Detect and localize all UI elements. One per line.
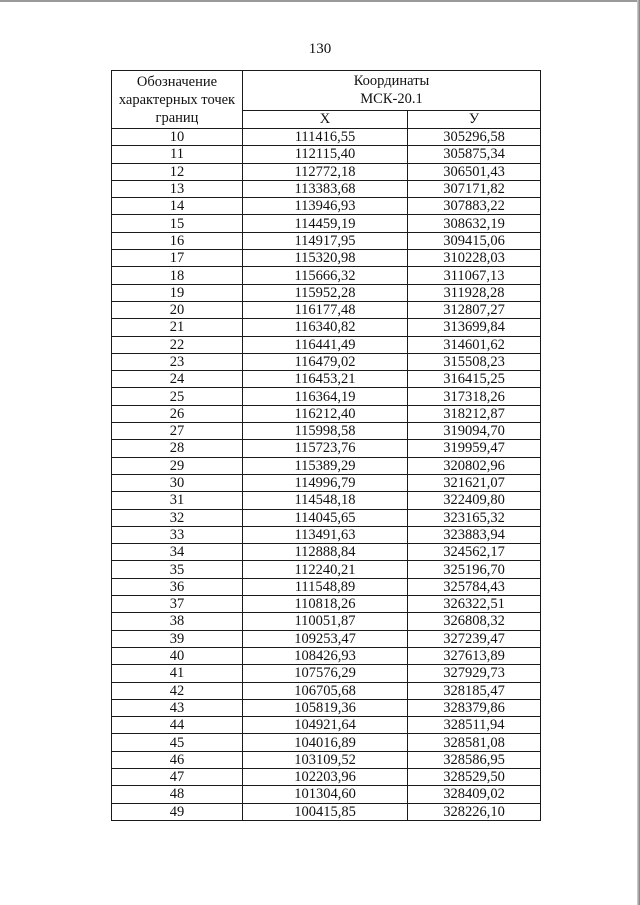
table-row — [112, 474, 541, 491]
table-row — [112, 232, 541, 249]
x-coordinate-cell: 116479,02 — [243, 353, 408, 370]
x-coordinate-cell: 116364,19 — [243, 388, 408, 405]
point-id-cell: 11 — [112, 146, 243, 163]
table-row — [112, 129, 541, 146]
table-row — [112, 699, 541, 716]
x-coordinate-cell: 114917,95 — [243, 232, 408, 249]
table-row — [112, 319, 541, 336]
x-coordinate-cell: 112772,18 — [243, 163, 408, 180]
header-coords-line-1: Координаты — [353, 73, 430, 90]
table-row — [112, 544, 541, 561]
x-coordinate-cell: 112240,21 — [243, 561, 408, 578]
y-coordinate-cell: 327239,47 — [408, 630, 541, 647]
y-coordinate-cell: 311928,28 — [408, 284, 541, 301]
y-coordinate-cell: 327613,89 — [408, 647, 541, 664]
x-coordinate-cell: 111416,55 — [243, 129, 408, 146]
x-coordinate-cell: 113491,63 — [243, 526, 408, 543]
point-id-cell: 18 — [112, 267, 243, 284]
point-id-cell: 17 — [112, 250, 243, 267]
y-coordinate-cell: 307883,22 — [408, 198, 541, 215]
header-point-line-2: характерных точек — [118, 91, 236, 108]
coordinates-table — [111, 70, 541, 821]
table-row — [112, 457, 541, 474]
table-row — [112, 267, 541, 284]
x-coordinate-cell: 115998,58 — [243, 423, 408, 440]
y-coordinate-cell: 326322,51 — [408, 596, 541, 613]
point-id-cell: 31 — [112, 492, 243, 509]
table-row — [112, 647, 541, 664]
x-coordinate-cell: 110818,26 — [243, 596, 408, 613]
y-coordinate-cell: 327929,73 — [408, 665, 541, 682]
x-coordinate-cell: 113383,68 — [243, 180, 408, 197]
point-id-cell: 44 — [112, 717, 243, 734]
point-id-cell: 20 — [112, 301, 243, 318]
x-coordinate-cell: 114459,19 — [243, 215, 408, 232]
y-coordinate-cell: 324562,17 — [408, 544, 541, 561]
point-id-cell: 35 — [112, 561, 243, 578]
y-coordinate-cell: 318212,87 — [408, 405, 541, 422]
point-id-cell: 14 — [112, 198, 243, 215]
table-row — [112, 768, 541, 785]
x-coordinate-cell: 115320,98 — [243, 250, 408, 267]
header-coords-line-2: МСК-20.1 — [360, 91, 423, 108]
point-id-cell: 24 — [112, 371, 243, 388]
point-id-cell: 28 — [112, 440, 243, 457]
y-coordinate-cell: 306501,43 — [408, 163, 541, 180]
y-coordinate-cell: 314601,62 — [408, 336, 541, 353]
point-id-cell: 10 — [112, 129, 243, 146]
point-id-cell: 33 — [112, 526, 243, 543]
x-coordinate-cell: 116212,40 — [243, 405, 408, 422]
y-coordinate-cell: 326808,32 — [408, 613, 541, 630]
point-id-cell: 39 — [112, 630, 243, 647]
x-coordinate-cell: 106705,68 — [243, 682, 408, 699]
point-id-cell: 49 — [112, 803, 243, 820]
header-y: У — [408, 110, 541, 128]
point-id-cell: 21 — [112, 319, 243, 336]
point-id-cell: 43 — [112, 699, 243, 716]
point-id-cell: 12 — [112, 163, 243, 180]
table-row — [112, 250, 541, 267]
table-header — [112, 71, 541, 129]
table-row — [112, 405, 541, 422]
y-coordinate-cell: 310228,03 — [408, 250, 541, 267]
header-point-line-1: Обозначение — [136, 73, 218, 90]
y-coordinate-cell: 328511,94 — [408, 717, 541, 734]
x-coordinate-cell: 113946,93 — [243, 198, 408, 215]
x-coordinate-cell: 116441,49 — [243, 336, 408, 353]
y-coordinate-cell: 316415,25 — [408, 371, 541, 388]
point-id-cell: 32 — [112, 509, 243, 526]
x-coordinate-cell: 112115,40 — [243, 146, 408, 163]
x-coordinate-cell: 115666,32 — [243, 267, 408, 284]
table-row — [112, 423, 541, 440]
y-coordinate-cell: 312807,27 — [408, 301, 541, 318]
y-coordinate-cell: 322409,80 — [408, 492, 541, 509]
y-coordinate-cell: 328226,10 — [408, 803, 541, 820]
point-id-cell: 40 — [112, 647, 243, 664]
y-coordinate-cell: 309415,06 — [408, 232, 541, 249]
table-row — [112, 596, 541, 613]
table-row — [112, 146, 541, 163]
table-row — [112, 751, 541, 768]
x-coordinate-cell: 102203,96 — [243, 768, 408, 785]
x-coordinate-cell: 112888,84 — [243, 544, 408, 561]
table-row — [112, 198, 541, 215]
x-coordinate-cell: 108426,93 — [243, 647, 408, 664]
table-row — [112, 613, 541, 630]
table-row — [112, 440, 541, 457]
point-id-cell: 13 — [112, 180, 243, 197]
y-coordinate-cell: 313699,84 — [408, 319, 541, 336]
table-row — [112, 353, 541, 370]
table-row — [112, 630, 541, 647]
y-coordinate-cell: 328185,47 — [408, 682, 541, 699]
y-coordinate-cell: 328581,08 — [408, 734, 541, 751]
point-id-cell: 37 — [112, 596, 243, 613]
header-point-designation — [112, 71, 243, 129]
point-id-cell: 45 — [112, 734, 243, 751]
point-id-cell: 30 — [112, 474, 243, 491]
table-row — [112, 509, 541, 526]
point-id-cell: 16 — [112, 232, 243, 249]
point-id-cell: 25 — [112, 388, 243, 405]
y-coordinate-cell: 319094,70 — [408, 423, 541, 440]
y-coordinate-cell: 315508,23 — [408, 353, 541, 370]
point-id-cell: 22 — [112, 336, 243, 353]
x-coordinate-cell: 100415,85 — [243, 803, 408, 820]
header-point-line-3: границ — [155, 109, 199, 126]
table-row — [112, 215, 541, 232]
page-number: 130 — [308, 41, 332, 57]
table-body — [112, 129, 541, 821]
y-coordinate-cell: 325196,70 — [408, 561, 541, 578]
table-row — [112, 371, 541, 388]
table-row — [112, 388, 541, 405]
table-row — [112, 180, 541, 197]
table-row — [112, 561, 541, 578]
x-coordinate-cell: 114045,65 — [243, 509, 408, 526]
table-row — [112, 578, 541, 595]
point-id-cell: 48 — [112, 786, 243, 803]
y-coordinate-cell: 305875,34 — [408, 146, 541, 163]
y-coordinate-cell: 325784,43 — [408, 578, 541, 595]
table-row — [112, 717, 541, 734]
y-coordinate-cell: 328586,95 — [408, 751, 541, 768]
y-coordinate-cell: 317318,26 — [408, 388, 541, 405]
x-coordinate-cell: 115723,76 — [243, 440, 408, 457]
point-id-cell: 46 — [112, 751, 243, 768]
x-coordinate-cell: 105819,36 — [243, 699, 408, 716]
y-coordinate-cell: 305296,58 — [408, 129, 541, 146]
table-row — [112, 682, 541, 699]
point-id-cell: 19 — [112, 284, 243, 301]
x-coordinate-cell: 103109,52 — [243, 751, 408, 768]
table-row — [112, 492, 541, 509]
y-coordinate-cell: 328409,02 — [408, 786, 541, 803]
x-coordinate-cell: 114996,79 — [243, 474, 408, 491]
point-id-cell: 15 — [112, 215, 243, 232]
x-coordinate-cell: 107576,29 — [243, 665, 408, 682]
x-coordinate-cell: 104921,64 — [243, 717, 408, 734]
y-coordinate-cell: 308632,19 — [408, 215, 541, 232]
table-row — [112, 803, 541, 820]
header-coordinates — [243, 71, 541, 111]
point-id-cell: 23 — [112, 353, 243, 370]
y-coordinate-cell: 328379,86 — [408, 699, 541, 716]
table-row — [112, 284, 541, 301]
point-id-cell: 47 — [112, 768, 243, 785]
point-id-cell: 27 — [112, 423, 243, 440]
x-coordinate-cell: 115389,29 — [243, 457, 408, 474]
point-id-cell: 42 — [112, 682, 243, 699]
x-coordinate-cell: 116453,21 — [243, 371, 408, 388]
table-row — [112, 163, 541, 180]
x-coordinate-cell: 101304,60 — [243, 786, 408, 803]
table-row — [112, 526, 541, 543]
y-coordinate-cell: 320802,96 — [408, 457, 541, 474]
x-coordinate-cell: 111548,89 — [243, 578, 408, 595]
point-id-cell: 34 — [112, 544, 243, 561]
table-row — [112, 301, 541, 318]
table-row — [112, 336, 541, 353]
y-coordinate-cell: 311067,13 — [408, 267, 541, 284]
x-coordinate-cell: 104016,89 — [243, 734, 408, 751]
x-coordinate-cell: 116340,82 — [243, 319, 408, 336]
scan-edge-top — [0, 0, 640, 2]
x-coordinate-cell: 110051,87 — [243, 613, 408, 630]
table-row — [112, 734, 541, 751]
point-id-cell: 29 — [112, 457, 243, 474]
x-coordinate-cell: 114548,18 — [243, 492, 408, 509]
point-id-cell: 26 — [112, 405, 243, 422]
point-id-cell: 36 — [112, 578, 243, 595]
x-coordinate-cell: 115952,28 — [243, 284, 408, 301]
y-coordinate-cell: 323165,32 — [408, 509, 541, 526]
table-row — [112, 665, 541, 682]
header-x: X — [243, 110, 408, 128]
table-row — [112, 786, 541, 803]
y-coordinate-cell: 323883,94 — [408, 526, 541, 543]
y-coordinate-cell: 319959,47 — [408, 440, 541, 457]
point-id-cell: 38 — [112, 613, 243, 630]
point-id-cell: 41 — [112, 665, 243, 682]
x-coordinate-cell: 109253,47 — [243, 630, 408, 647]
y-coordinate-cell: 321621,07 — [408, 474, 541, 491]
y-coordinate-cell: 328529,50 — [408, 768, 541, 785]
y-coordinate-cell: 307171,82 — [408, 180, 541, 197]
x-coordinate-cell: 116177,48 — [243, 301, 408, 318]
